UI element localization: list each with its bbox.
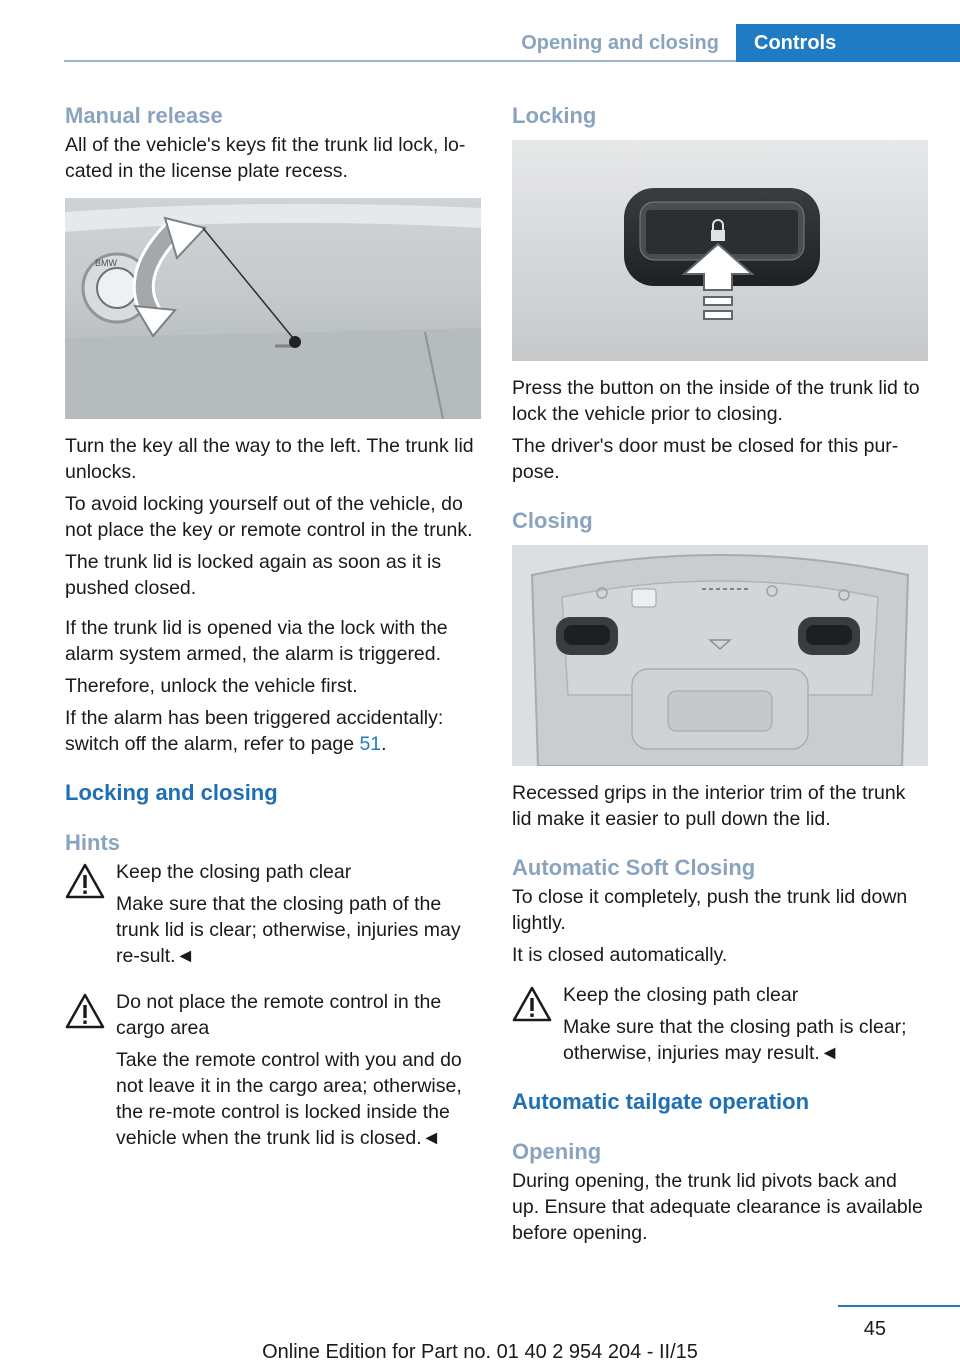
warning-triangle-icon — [512, 986, 552, 1022]
warning-triangle-icon — [65, 993, 105, 1029]
hints-heading: Hints — [65, 830, 120, 855]
instruction-turn-key: Turn the key all the way to the left. The trunk lid unlocks. — [65, 435, 474, 483]
locking-and-closing-heading: Locking and closing — [65, 780, 278, 805]
warning-text: Make sure that the closing path is clear; otherwise, injuries may result.◄ — [563, 1016, 907, 1064]
warning-title: Do not place the remote control in the cargo area — [116, 991, 442, 1039]
warning-text: Take the remote control with you and do not leave it in the cargo area; otherwise, the re‐mote control is locked inside the vehicle when the trunk lid is closed.◄ — [116, 1049, 462, 1149]
warning-triangle-icon — [65, 863, 105, 899]
trunk-interior-figure — [512, 545, 928, 766]
warning-remote-control — [65, 989, 481, 1151]
locking-heading: Locking — [512, 103, 597, 128]
warning-title: Keep the closing path clear — [116, 861, 352, 883]
warning-text: Make sure that the closing path of the trunk lid is clear; otherwise, injuries may re‐sult.◄ — [116, 893, 461, 967]
page-number: 45 — [863, 1318, 886, 1340]
warning-closing-path — [65, 859, 481, 969]
soft-closing-heading: Automatic Soft Closing — [512, 855, 756, 880]
instruction-avoid-locking: To avoid locking yourself out of the vehicle, do not place the key or remote control in the trunk. — [65, 493, 473, 541]
warning-title: Keep the closing path clear — [563, 984, 799, 1006]
manual-release-text: All of the vehicle's keys fit the trunk lid lock, lo‐cated in the license plate recess. — [65, 134, 466, 182]
edition-footer: Online Edition for Part no. 01 40 2 954 204 - II/15 — [262, 1341, 698, 1363]
trunk-lock-figure — [65, 198, 481, 419]
closing-heading: Closing — [512, 508, 593, 533]
lock-button-figure — [512, 140, 928, 361]
soft-closing-instruction: To close it completely, push the trunk lid down lightly. — [512, 886, 908, 934]
manual-release-heading: Manual release — [65, 103, 223, 128]
driver-door-note: The driver's door must be closed for this pur‐pose. — [512, 435, 899, 483]
left-column — [65, 100, 481, 1157]
right-column — [512, 100, 928, 1252]
alarm-triggered-note: If the alarm has been triggered accidentally: switch off the alarm, refer to page 51. — [65, 707, 444, 755]
automatic-tailgate-heading: Automatic tailgate operation — [512, 1089, 810, 1114]
chapter-tab: Controls — [736, 24, 960, 62]
opening-instruction: During opening, the trunk lid pivots back and up. Ensure that adequate clearance is available before opening. — [512, 1170, 923, 1244]
opening-heading: Opening — [512, 1139, 602, 1164]
alarm-note: If the trunk lid is opened via the lock with the alarm system armed, the alarm is triggered. — [65, 617, 448, 665]
warning-closing-path-soft — [512, 982, 928, 1066]
bmw-logo-text: BMW — [95, 258, 117, 268]
header-rule — [64, 60, 736, 62]
footer-rule — [838, 1305, 960, 1307]
recessed-grips-note: Recessed grips in the interior trim of the trunk lid make it easier to pull down the lid. — [512, 782, 906, 830]
section-title: Opening and closing — [521, 32, 719, 54]
soft-closing-auto: It is closed automatically. — [512, 944, 728, 966]
page-reference-link[interactable]: 51 — [359, 733, 382, 755]
unlock-first: Therefore, unlock the vehicle first. — [65, 675, 358, 697]
lock-button-instruction: Press the button on the inside of the trunk lid to lock the vehicle prior to closing. — [512, 377, 920, 425]
instruction-relock: The trunk lid is locked again as soon as it is pushed closed. — [65, 551, 442, 599]
